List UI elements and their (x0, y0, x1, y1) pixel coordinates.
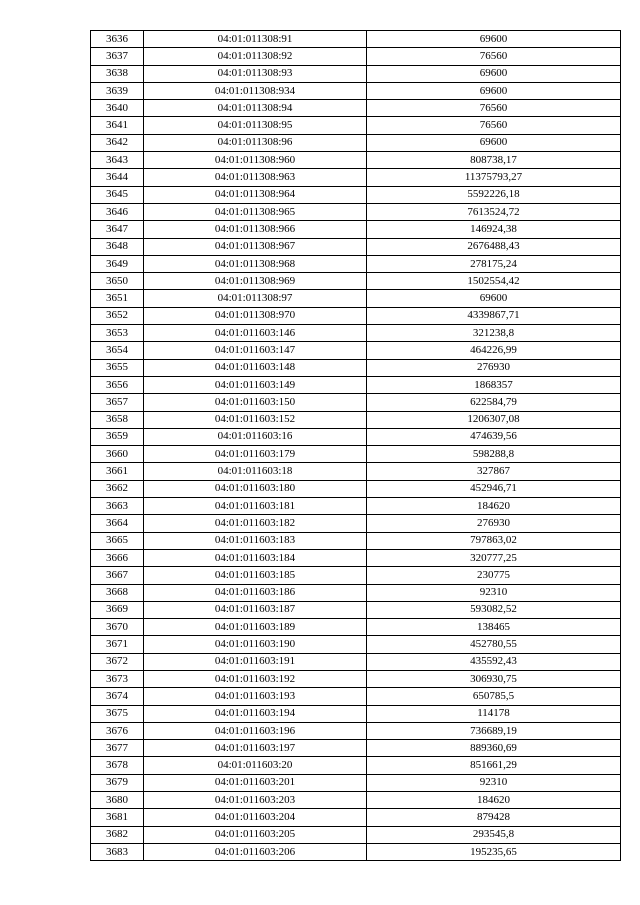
table-row (91, 653, 621, 670)
cadastral-number-cell: 04:01:011603:189 (144, 619, 367, 636)
row-number-cell: 3643 (91, 152, 144, 169)
cadastral-number-cell: 04:01:011603:181 (144, 498, 367, 515)
cadastral-number-cell: 04:01:011603:191 (144, 653, 367, 670)
value-cell: 320777,25 (367, 549, 621, 566)
value-cell: 889360,69 (367, 740, 621, 757)
row-number-cell: 3656 (91, 376, 144, 393)
table-row (91, 273, 621, 290)
table-row (91, 446, 621, 463)
row-number-cell: 3668 (91, 584, 144, 601)
row-number-cell: 3650 (91, 273, 144, 290)
cadastral-number-cell: 04:01:011603:150 (144, 394, 367, 411)
value-cell: 452946,71 (367, 480, 621, 497)
value-cell: 4339867,71 (367, 307, 621, 324)
row-number-cell: 3683 (91, 843, 144, 860)
table-row (91, 826, 621, 843)
row-number-cell: 3659 (91, 428, 144, 445)
value-cell: 92310 (367, 584, 621, 601)
cadastral-number-cell: 04:01:011308:965 (144, 203, 367, 220)
row-number-cell: 3639 (91, 82, 144, 99)
row-number-cell: 3681 (91, 809, 144, 826)
value-cell: 69600 (367, 65, 621, 82)
cadastral-number-cell: 04:01:011308:969 (144, 273, 367, 290)
row-number-cell: 3651 (91, 290, 144, 307)
row-number-cell: 3658 (91, 411, 144, 428)
value-cell: 622584,79 (367, 394, 621, 411)
value-cell: 797863,02 (367, 532, 621, 549)
value-cell: 593082,52 (367, 601, 621, 618)
value-cell: 598288,8 (367, 446, 621, 463)
cadastral-number-cell: 04:01:011603:180 (144, 480, 367, 497)
table-row (91, 100, 621, 117)
table-body (91, 31, 621, 861)
value-cell: 69600 (367, 31, 621, 48)
value-cell: 321238,8 (367, 325, 621, 342)
cadastral-number-cell: 04:01:011603:205 (144, 826, 367, 843)
table-row (91, 134, 621, 151)
table-row (91, 740, 621, 757)
table-row (91, 498, 621, 515)
cadastral-number-cell: 04:01:011603:196 (144, 722, 367, 739)
cadastral-number-cell: 04:01:011603:149 (144, 376, 367, 393)
cadastral-number-cell: 04:01:011308:967 (144, 238, 367, 255)
table-row (91, 792, 621, 809)
table-row (91, 203, 621, 220)
row-number-cell: 3673 (91, 670, 144, 687)
cadastral-number-cell: 04:01:011308:92 (144, 48, 367, 65)
row-number-cell: 3652 (91, 307, 144, 324)
table-row (91, 463, 621, 480)
value-cell: 736689,19 (367, 722, 621, 739)
cadastral-number-cell: 04:01:011603:204 (144, 809, 367, 826)
cadastral-number-cell: 04:01:011603:185 (144, 567, 367, 584)
value-cell: 276930 (367, 515, 621, 532)
row-number-cell: 3654 (91, 342, 144, 359)
row-number-cell: 3653 (91, 325, 144, 342)
cadastral-number-cell: 04:01:011603:20 (144, 757, 367, 774)
table-row (91, 549, 621, 566)
cadastral-number-cell: 04:01:011308:91 (144, 31, 367, 48)
table-row (91, 515, 621, 532)
row-number-cell: 3669 (91, 601, 144, 618)
table-row (91, 636, 621, 653)
row-number-cell: 3670 (91, 619, 144, 636)
table-row (91, 584, 621, 601)
value-cell: 879428 (367, 809, 621, 826)
row-number-cell: 3678 (91, 757, 144, 774)
cadastral-number-cell: 04:01:011603:179 (144, 446, 367, 463)
row-number-cell: 3640 (91, 100, 144, 117)
cadastral-number-cell: 04:01:011603:203 (144, 792, 367, 809)
cadastral-number-cell: 04:01:011603:201 (144, 774, 367, 791)
cadastral-number-cell: 04:01:011308:94 (144, 100, 367, 117)
row-number-cell: 3665 (91, 532, 144, 549)
table-row (91, 31, 621, 48)
row-number-cell: 3637 (91, 48, 144, 65)
cadastral-number-cell: 04:01:011603:182 (144, 515, 367, 532)
table-row (91, 221, 621, 238)
table-row (91, 82, 621, 99)
value-cell: 293545,8 (367, 826, 621, 843)
value-cell: 76560 (367, 117, 621, 134)
row-number-cell: 3679 (91, 774, 144, 791)
table-row (91, 688, 621, 705)
value-cell: 184620 (367, 498, 621, 515)
value-cell: 69600 (367, 82, 621, 99)
table-row (91, 394, 621, 411)
table-row (91, 428, 621, 445)
cadastral-number-cell: 04:01:011603:190 (144, 636, 367, 653)
cadastral-number-cell: 04:01:011603:186 (144, 584, 367, 601)
row-number-cell: 3641 (91, 117, 144, 134)
table-row (91, 255, 621, 272)
table-row (91, 809, 621, 826)
table-row (91, 532, 621, 549)
cadastral-number-cell: 04:01:011308:963 (144, 169, 367, 186)
value-cell: 2676488,43 (367, 238, 621, 255)
value-cell: 7613524,72 (367, 203, 621, 220)
value-cell: 452780,55 (367, 636, 621, 653)
row-number-cell: 3671 (91, 636, 144, 653)
row-number-cell: 3664 (91, 515, 144, 532)
value-cell: 650785,5 (367, 688, 621, 705)
value-cell: 808738,17 (367, 152, 621, 169)
cadastral-number-cell: 04:01:011308:966 (144, 221, 367, 238)
value-cell: 1206307,08 (367, 411, 621, 428)
cadastral-number-cell: 04:01:011603:147 (144, 342, 367, 359)
value-cell: 76560 (367, 100, 621, 117)
value-cell: 278175,24 (367, 255, 621, 272)
cadastral-number-cell: 04:01:011308:97 (144, 290, 367, 307)
table-row (91, 65, 621, 82)
row-number-cell: 3648 (91, 238, 144, 255)
value-cell: 327867 (367, 463, 621, 480)
cadastral-number-cell: 04:01:011603:184 (144, 549, 367, 566)
cadastral-number-cell: 04:01:011308:95 (144, 117, 367, 134)
value-cell: 276930 (367, 359, 621, 376)
table-row (91, 342, 621, 359)
table-row (91, 619, 621, 636)
value-cell: 474639,56 (367, 428, 621, 445)
value-cell: 92310 (367, 774, 621, 791)
table-row (91, 359, 621, 376)
cadastral-number-cell: 04:01:011603:16 (144, 428, 367, 445)
row-number-cell: 3645 (91, 186, 144, 203)
row-number-cell: 3636 (91, 31, 144, 48)
cadastral-number-cell: 04:01:011603:192 (144, 670, 367, 687)
cadastral-number-cell: 04:01:011308:960 (144, 152, 367, 169)
row-number-cell: 3677 (91, 740, 144, 757)
value-cell: 195235,65 (367, 843, 621, 860)
cadastral-number-cell: 04:01:011603:206 (144, 843, 367, 860)
row-number-cell: 3663 (91, 498, 144, 515)
row-number-cell: 3675 (91, 705, 144, 722)
value-cell: 114178 (367, 705, 621, 722)
row-number-cell: 3644 (91, 169, 144, 186)
table-row (91, 238, 621, 255)
row-number-cell: 3647 (91, 221, 144, 238)
table-row (91, 152, 621, 169)
data-table (90, 30, 621, 861)
table-row (91, 757, 621, 774)
row-number-cell: 3657 (91, 394, 144, 411)
row-number-cell: 3682 (91, 826, 144, 843)
row-number-cell: 3667 (91, 567, 144, 584)
row-number-cell: 3660 (91, 446, 144, 463)
cadastral-number-cell: 04:01:011308:964 (144, 186, 367, 203)
cadastral-number-cell: 04:01:011603:197 (144, 740, 367, 757)
cadastral-number-cell: 04:01:011308:934 (144, 82, 367, 99)
value-cell: 138465 (367, 619, 621, 636)
cadastral-number-cell: 04:01:011603:152 (144, 411, 367, 428)
row-number-cell: 3674 (91, 688, 144, 705)
value-cell: 851661,29 (367, 757, 621, 774)
table-row (91, 480, 621, 497)
value-cell: 11375793,27 (367, 169, 621, 186)
value-cell: 464226,99 (367, 342, 621, 359)
cadastral-number-cell: 04:01:011603:187 (144, 601, 367, 618)
table-row (91, 601, 621, 618)
value-cell: 69600 (367, 134, 621, 151)
table-row (91, 117, 621, 134)
table-row (91, 325, 621, 342)
value-cell: 230775 (367, 567, 621, 584)
row-number-cell: 3666 (91, 549, 144, 566)
row-number-cell: 3649 (91, 255, 144, 272)
value-cell: 1868357 (367, 376, 621, 393)
row-number-cell: 3662 (91, 480, 144, 497)
table-row (91, 411, 621, 428)
table-row (91, 307, 621, 324)
row-number-cell: 3661 (91, 463, 144, 480)
cadastral-number-cell: 04:01:011603:194 (144, 705, 367, 722)
row-number-cell: 3638 (91, 65, 144, 82)
cadastral-number-cell: 04:01:011603:193 (144, 688, 367, 705)
table-row (91, 169, 621, 186)
value-cell: 69600 (367, 290, 621, 307)
row-number-cell: 3672 (91, 653, 144, 670)
cadastral-number-cell: 04:01:011603:183 (144, 532, 367, 549)
row-number-cell: 3680 (91, 792, 144, 809)
value-cell: 146924,38 (367, 221, 621, 238)
value-cell: 306930,75 (367, 670, 621, 687)
table-row (91, 774, 621, 791)
value-cell: 1502554,42 (367, 273, 621, 290)
value-cell: 76560 (367, 48, 621, 65)
cadastral-number-cell: 04:01:011603:146 (144, 325, 367, 342)
table-row (91, 843, 621, 860)
row-number-cell: 3642 (91, 134, 144, 151)
value-cell: 5592226,18 (367, 186, 621, 203)
table-row (91, 722, 621, 739)
row-number-cell: 3676 (91, 722, 144, 739)
table-row (91, 705, 621, 722)
cadastral-number-cell: 04:01:011308:970 (144, 307, 367, 324)
value-cell: 184620 (367, 792, 621, 809)
cadastral-number-cell: 04:01:011603:148 (144, 359, 367, 376)
table-row (91, 290, 621, 307)
cadastral-number-cell: 04:01:011308:968 (144, 255, 367, 272)
table-row (91, 376, 621, 393)
table-row (91, 567, 621, 584)
row-number-cell: 3655 (91, 359, 144, 376)
table-row (91, 670, 621, 687)
table-row (91, 186, 621, 203)
table-row (91, 48, 621, 65)
cadastral-number-cell: 04:01:011603:18 (144, 463, 367, 480)
cadastral-number-cell: 04:01:011308:96 (144, 134, 367, 151)
row-number-cell: 3646 (91, 203, 144, 220)
value-cell: 435592,43 (367, 653, 621, 670)
cadastral-number-cell: 04:01:011308:93 (144, 65, 367, 82)
